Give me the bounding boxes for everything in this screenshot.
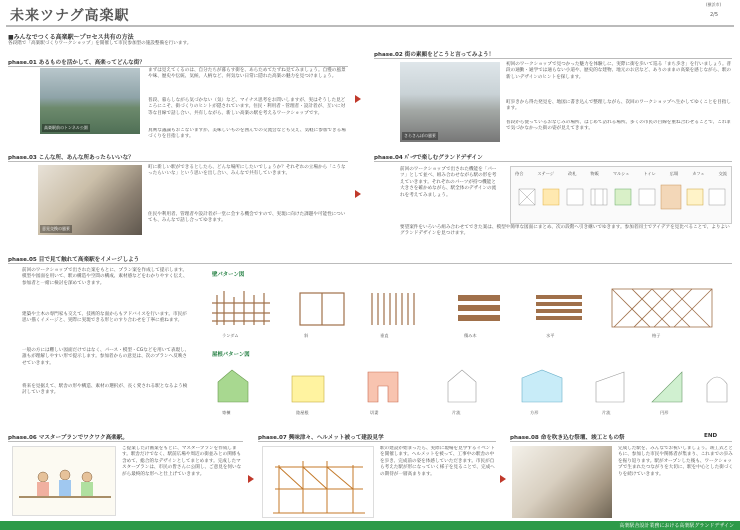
wall-patterns: [212, 285, 732, 345]
phase02-text1: 初回のワークショップで見つかった魅力を体験しに、実際に街を歩いて巡る「まち歩き」を行いましょう。普段の通勤・通学では通らない小道や、歴史的な建物、地元のお店など、ありのままの高楽を感じながら、駅の新しいデザインのヒントを探します。: [506, 62, 732, 80]
part-label: 広場: [669, 171, 679, 176]
arrow-icon: [355, 95, 361, 103]
wall-pattern-label: 積み木: [464, 333, 477, 338]
arrow-icon: [355, 190, 361, 198]
phase05-text4: 将来を見据えて、駅舎の形や構造、素材の選択が、長く愛される駅となるよう検討していきます。: [22, 384, 188, 396]
phase01-photo: [40, 68, 140, 134]
page-number: 2/5: [710, 12, 719, 18]
phase05-text3: 一般の方には難しい図面だけではなく、パース・模型・CGなどを用いて表現し、誰もが理解しやすい形で提示します。参加者からの意見は、次のプランへ反映させていきます。: [22, 348, 190, 366]
part-label: マルシェ: [612, 171, 630, 176]
roof-pattern-label: 陸屋根: [296, 410, 309, 415]
phase07-text: 駅の建設が始まったら、実際に現場を見学するイベントを開催します。ヘルメットを被って、工事中の駅舎の中を歩き、完成前の姿を体感していただきます。市民が自ら考えた駅が形になっていく様子を見ることで、完成への期待が一層高まります。: [380, 446, 495, 477]
phase05-text1: 前回のワークショップで出された案をもとに、プラン案を作成して提示します。模型や図面を用いて、駅の構造や空間の構成、素材感などをわかりやすく伝え、参加者と一緒に検討を深めていきます。: [22, 268, 188, 286]
roof-pattern-heading: 屋根パターン図: [212, 352, 250, 358]
phase08-photo: [512, 446, 612, 518]
parts-panel: [510, 166, 732, 224]
header-rule: [6, 25, 734, 27]
wall-pattern-label: 格子: [652, 333, 661, 338]
phase03-title: phase.03 こんな所、あんな所あったらいいな？: [8, 155, 134, 161]
phase08-title: phase.08 命を吹き込む祭壇、竣工ともの祭: [510, 435, 625, 441]
part-label: 改札: [568, 171, 577, 176]
part-label: 物販: [590, 171, 599, 176]
phase01-title: phase.01 あるものを活かして、高楽ってどんな街？: [8, 60, 145, 66]
phase02-rule: [374, 58, 732, 59]
phase03-photo: [38, 165, 142, 235]
phase03-photo-caption: 意見交換の風景: [42, 226, 70, 231]
phase02-text2: 町歩きから得た発見を、地図に書き込んで整理しながら、次回のワークショップへ生かしてゆくことを目指します。: [506, 100, 731, 112]
phase06-text: ご提案した計画案をもとに、マスタープランを作成します。駅舎だけでなく、駅前広場や周辺の街並みとの関係も含めて、総合的なデザインとしてまとめます。完成したマスタープランは、市民の皆さんに公開し、ご意見を伺いながら最終的な形へと仕上げていきます。: [122, 446, 242, 477]
phase08-rule: [510, 441, 732, 442]
phase02-photo: [400, 62, 500, 142]
parts-diagram: [511, 181, 733, 225]
phase07-sketch-drawing: [263, 447, 375, 519]
phase07-title: phase.07 興味津々、ヘルメット被って建設見学: [258, 435, 384, 441]
phase01-text1: まずは見えてくるのは、自分たちが暮らす街を、あらためてたずね見てみましょう。自慢の風景や味、歴史や伝統、気候、人柄など、何気ない日常に隠れた高楽の魅力を見つけましょう。: [148, 68, 346, 80]
page-tag: (横浜市): [706, 2, 722, 7]
end-mark: END: [704, 433, 718, 439]
roof-pattern-label: 切妻: [370, 410, 379, 415]
phase03-text2: 住民や利用者、管理者や設計者が一堂に会する機会ですので、実現に向けた課題や可能性についても、みんなで話し合ってゆきます。: [148, 212, 346, 224]
page-title: 未来ツナグ高楽駅: [10, 8, 130, 24]
arrow-icon: [248, 475, 254, 483]
phase04-rule: [374, 161, 732, 162]
wall-pattern-label: 斜: [304, 333, 309, 338]
intro-heading: ■みんなでつくる高楽駅～プロセス共有の方法: [8, 34, 134, 41]
wall-pattern-label: 水平: [546, 333, 555, 338]
phase05-title: phase.05 目で見て触れて高楽駅をイメージしよう: [8, 257, 140, 263]
roof-pattern-label: 片流: [602, 410, 611, 415]
phase01-photo-caption: 高楽駅前のトンネル公園: [44, 125, 88, 130]
phase07-rule: [258, 441, 496, 442]
phase01-text2: 普段、暮らしながら気づかない（気）など、マイナス思考をお問いしますが、実はそうした見どころにこそ、街づくりのヒントが隠されています。住民・利用者・管理者・設計者が、互いに対等な目線で話し合い、共有しながら、新しい高楽の駅を考えるワークショップです。: [148, 98, 346, 116]
phase05-rule: [8, 263, 732, 264]
wall-pattern-label: 垂直: [380, 333, 389, 338]
arrow-icon: [500, 475, 506, 483]
roof-pattern-label: 寄棟: [222, 410, 231, 415]
phase03-rule: [8, 161, 348, 162]
part-label: 交流: [718, 171, 727, 176]
part-label: 待合: [515, 171, 524, 176]
phase06-title: phase.06 マスタープランでワクワク高楽駅。: [8, 435, 128, 441]
wall-pattern-heading: 壁パターン図: [212, 272, 245, 278]
roof-pattern-label: 方形: [530, 410, 539, 415]
wall-pattern-label: ランダム: [222, 333, 239, 338]
footer-text: 高楽駅舎設計業務における高楽駅グランドデザイン: [619, 523, 734, 529]
phase01-rule: [8, 66, 348, 67]
part-label: ステージ: [537, 171, 554, 176]
phase06-rule: [8, 441, 243, 442]
phase03-text1: 町に新しい駅ができるとしたら、どんな場所にしたいでしょうか？それぞれの立場から「こうなったらいいな」という思いを出し合い、みんなで共有していきます。: [148, 165, 346, 177]
phase08-text: 完成した駅を、みんなでお祝いしましょう。竣工式とともに、参加した市民や関係者が集まり、これまでの歩みを振り返ります。駅がオープンした後も、ワークショップで生まれたつながりを大切に、駅を中心とした街づくりを続けていきます。: [618, 446, 733, 477]
part-label: トイレ: [643, 171, 656, 176]
phase07-sketch: [262, 446, 374, 518]
roof-pattern-label: 片流: [452, 410, 461, 415]
phase02-photo-caption: さらさんぽの風景: [404, 133, 436, 138]
part-label: カフェ: [692, 171, 705, 176]
roof-pattern-drawings: [212, 362, 732, 410]
roof-pattern-label: 円形: [660, 410, 669, 415]
phase06-sketch-drawing: [13, 447, 117, 517]
roof-patterns: [212, 362, 732, 422]
phase04-title: phase.04 ﾊﾟｰﾂで楽しむグランドデザイン: [374, 155, 483, 161]
phase01-text3: 真剣な議論もおこないますが、美味しいものを囲んでの交流会なども交え、気軽に参加できる場づくりを目指します。: [148, 128, 346, 140]
phase04-text2: 要望案件をいろいろ組み合わせてできた案は、模型や簡単な図面にまとめ、次の段階へ引き継いでゆきます。参加者同士でアイデアを見比べることで、よりよいグランドデザインを見つけます。: [400, 225, 730, 237]
wall-pattern-drawings: [212, 285, 732, 333]
intro-body: 各段階で「高楽駅づくりワークショップ」を開催して市民参加型の施設整備を行います。: [8, 41, 192, 46]
phase04-text1: 前回のワークショップで出された機能を「パーツ」として並べ、組み合わせながら駅の形を考えていきます。それぞれのパーツが持つ機能と大きさを確かめながら、駅全体のデザインの流れを考えてみましょう。: [400, 167, 497, 198]
phase02-text3: 普段から使っているおなじみの場所、はじめて訪れる場所。多くの市民の目線を重ね合わせることで、これまで気づかなかった街の姿が見えてきます。: [506, 120, 732, 132]
phase05-text2: 建築や土木の専門家も交えて、技術的な面からもアドバイスを行います。市民が思い描くイメージと、実際に実現できる形とのすり合わせを丁寧に重ねます。: [22, 312, 187, 324]
phase06-sketch: [12, 446, 116, 516]
phase02-title: phase.02 街の素顔をどこうと言ってみよう！: [374, 52, 495, 58]
